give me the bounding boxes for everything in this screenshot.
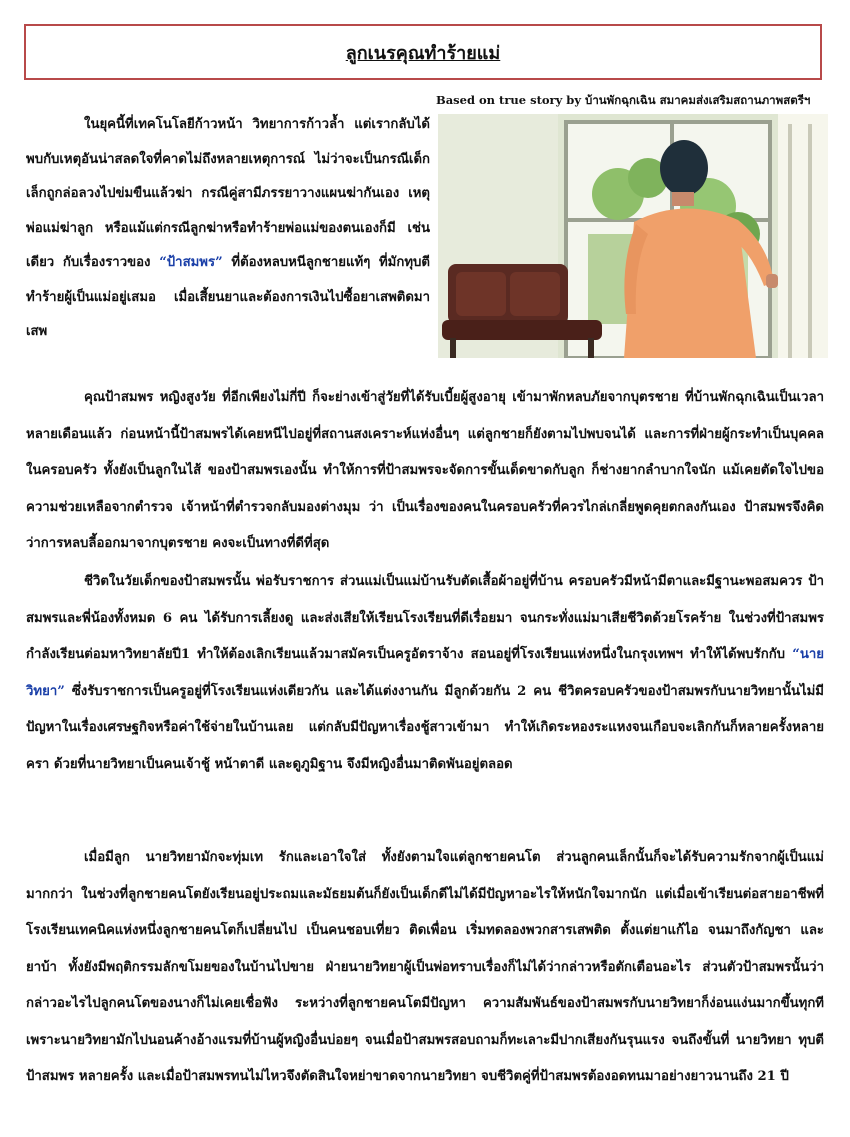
paragraph-2 — [26, 564, 824, 783]
paragraph-1: คุณป้าสมพร หญิงสูงวัย ที่อีกเพียงไม่กี่ปี ก็จะย่างเข้าสู่วัยที่ได้รับเบี้ยผู้สูงอายุ เข้ามาพักหลบภัยจากบุตรชาย ที่บ้านพักฉุกเฉินเป็นเวลาหลายเดือนแล้ว ก่อนหน้านี้ป้าสมพรได้เคยหนีไปอยู่ที่สถานสงเคราะห์แห่งอื่นๆ แต่ลูกชายก็ยังตามไปพบจนได้ และการที่ฝ่ายผู้กระทำเป็นบุคคลในครอบครัว ทั้งยังเป็นลูกในไส้ ของป้าสมพรเองนั้น ทำให้การที่ป้าสมพรจะจัดการขั้นเด็ดขาดกับลูก ก็ช่างยากลำบากใจนัก แม้เคยตัดใจไปขอความช่วยเหลือจากตำรวจ เจ้าหน้าที่ตำรวจกลับมองต่างมุม ว่า เป็นเรื่องของคนในครอบครัวที่ควรไกล่เกลี่ยพูดคุยตกลงกันเอง ป้าสมพรจึงคิดว่าการหลบลี้ออกมาจากบุตรชาย คงจะเป็นทางที่ดีที่สุด — [26, 390, 824, 551]
page-title: ลูกเนรคุณทำร้ายแม่ — [345, 42, 501, 64]
title-box — [24, 24, 822, 80]
source-credit: Based on true story by บ้านพักฉุกเฉิน สมาคมส่งเสริมสถานภาพสตรีฯ — [436, 93, 811, 107]
name-highlight-wittaya: “นายวิทยา” — [26, 647, 824, 699]
paragraph-3: เมื่อมีลูก นายวิทยามักจะทุ่มเท รักและเอาใจใส่ ทั้งยังตามใจแต่ลูกชายคนโต ส่วนลูกคนเล็กนั้นก็จะได้รับความรักจากผู้เป็นแม่มากกว่า ในช่วงที่ลูกชายคนโตยังเรียนอยู่ประถมและมัธยมต้นก็ยังเป็นเด็กดีไม่ได้มีปัญหาอะไรให้หนักใจมากนัก แต่เมื่อเข้าเรียนต่อสายอาชีพที่โรงเรียนเทคนิคแห่งหนึ่งลูกชายคนโตก็เปลี่ยนไป เป็นคนชอบเที่ยว ติดเพื่อน เริ่มทดลองพวกสารเสพติด ตั้งแต่ยาแก้ไอ จนมาถึงกัญชา และยาบ้า ทั้งยังมีพฤติกรรมลักขโมยของในบ้านไปขาย ฝ่ายนายวิทยาผู้เป็นพ่อทราบเรื่องก็ไม่ได้ว่ากล่าวหรือตักเตือนอะไร ส่วนตัวป้าสมพรนั้นว่ากล่าวอะไรไปลูกคนโตของนางก็ไม่เคยเชื่อฟัง ระหว่างที่ลูกชายคนโตมีปัญหา ความสัมพันธ์ของป้าสมพรกับนายวิทยาก็ง่อนแง่นมากขึ้นทุกที เพราะนายวิทยามักไปนอนค้างอ้างแรมที่บ้านผู้หญิงอื่นบ่อยๆ จนเมื่อป้าสมพรสอบถามก็ทะเลาะมีปากเสียงกันรุนแรง จนถึงขั้นที่ นายวิทยา ทุบตีป้าสมพร หลายครั้ง และเมื่อป้าสมพรทนไม่ไหวจึงตัดสินใจหย่าขาดจากนายวิทยา จบชีวิตคู่ที่ป้าสมพรต้องอดทนมาอย่างยาวนานถึง 21 ปี — [26, 850, 824, 1084]
name-highlight-somporn: “ป้าสมพร” — [159, 255, 223, 270]
paragraph-2-text-2: ซึ่งรับราชการเป็นครูอยู่ที่โรงเรียนแห่งเดียวกัน และได้แต่งงานกัน มีลูกด้วยกัน 2 คน ชีวิตครอบครัวของป้าสมพรกับนายวิทยานั้นไม่มีปัญหาในเรื่องเศรษฐกิจหรือค่าใช้จ่ายในบ้านเลย แต่กลับมีปัญหาเรื่องชู้สาวเข้ามา ทำให้เกิดระหองระแหงจนเกือบจะเลิกกันก็หลายครั้งหลายครา ด้วยที่นายวิทยาเป็นคนเจ้าชู้ หน้าตาดี และดูภูมิฐาน จึงมีหญิงอื่นมาติดพันอยู่ตลอด — [26, 683, 824, 772]
story-photo — [438, 114, 828, 358]
intro-paragraph — [26, 108, 430, 350]
intro-text-2: ที่ต้องหลบหนีลูกชายแท้ๆ ที่มักทุบตีทำร้ายผู้เป็นแม่อยู่เสมอ เมื่อเสี้ยนยาและต้องการเงินไปซื้อยาเสพติดมาเสพ — [26, 255, 430, 339]
intro-text-1: ในยุคนี้ที่เทคโนโลยีก้าวหน้า วิทยาการก้าวล้ำ แต่เรากลับได้พบกับเหตุอันน่าสลดใจที่คาดไม่ถึงหลายเหตุการณ์ ไม่ว่าจะเป็นกรณีเด็กเล็กถูกล่อลวงไปข่มขืนแล้วฆ่า กรณีคู่สามีภรรยาวางแผนฆ่ากันเอง เหตุพ่อแม่ฆ่าลูก หรือแม้แต่กรณีลูกฆ่าหรือทำร้ายพ่อแม่ของตนเองก็มี เช่นเดียว กับเรื่องราวของ — [26, 117, 430, 270]
paragraph-2-text-1: ชีวิตในวัยเด็กของป้าสมพรนั้น พ่อรับราชการ ส่วนแม่เป็นแม่บ้านรับตัดเสื้อผ้าอยู่ที่บ้าน ครอบครัวมีหน้ามีตาและมีฐานะพอสมควร ป้าสมพรและพี่น้องทั้งหมด 6 คน ได้รับการเลี้ยงดู และส่งเสียให้เรียนโรงเรียนที่ดีเรื่อยมา จนกระทั่งแม่มาเสียชีวิตด้วยโรคร้าย ในช่วงที่ป้าสมพรกำลังเรียนต่อมหาวิทยาลัยปี1 ทำให้ต้องเลิกเรียนแล้วมาสมัครเป็นครูอัตราจ้าง สอนอยู่ที่โรงเรียนแห่งหนึ่งในกรุงเทพฯ ทำให้ได้พบรักกับ — [26, 574, 824, 662]
photo-illustration — [438, 114, 828, 358]
